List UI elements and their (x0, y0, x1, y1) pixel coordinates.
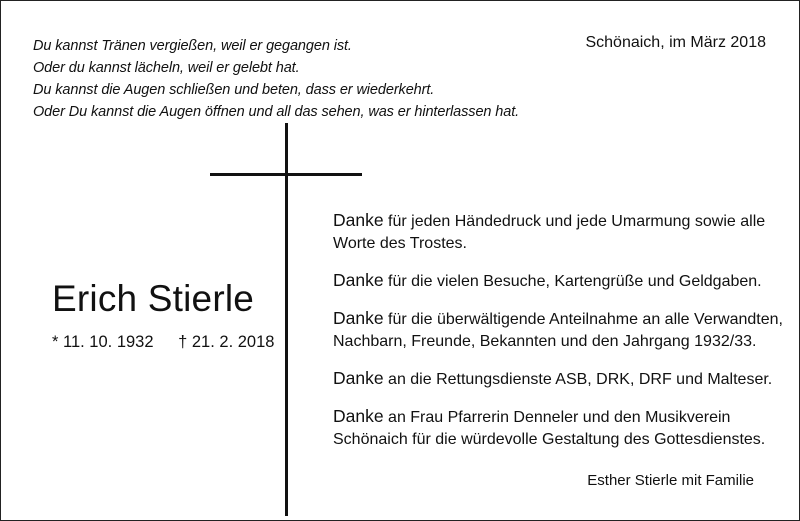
deceased-name: Erich Stierle (52, 278, 255, 319)
thanks-text: für die vielen Besuche, Kartengrüße und Geldgaben. (383, 273, 762, 290)
place-date: Schönaich, im März 2018 (585, 34, 766, 51)
thanks-keyword: Danke (333, 368, 384, 388)
thanks-paragraph (333, 209, 783, 255)
thanks-paragraph (333, 307, 783, 353)
birth-date: * 11. 10. 1932 (52, 333, 154, 351)
thanks-text: für die überwältigende Anteilnahme an alle Verwandten, Nachbarn, Freunde, Bekannten und den Jahrgang 1932/33. (333, 311, 783, 350)
thanks-keyword: Danke (333, 270, 384, 290)
cross-vertical-bar (285, 123, 288, 516)
poem-line: Oder du kannst lächeln, weil er gelebt hat. (33, 60, 300, 76)
signature: Esther Stierle mit Familie (587, 472, 754, 489)
thanks-list (333, 209, 783, 465)
poem-line: Oder Du kannst die Augen öffnen und all das sehen, was er hinterlassen hat. (33, 104, 520, 120)
poem (33, 35, 519, 123)
thanks-keyword: Danke (333, 210, 384, 230)
life-dates (52, 333, 274, 352)
thanks-paragraph (333, 269, 783, 293)
thanks-paragraph (333, 367, 783, 391)
poem-line: Du kannst Tränen vergießen, weil er gegangen ist. (33, 38, 352, 54)
thanks-text: für jeden Händedruck und jede Umarmung sowie alle Worte des Trostes. (333, 213, 766, 252)
thanks-text: an die Rettungsdienste ASB, DRK, DRF und Malteser. (383, 371, 773, 388)
thanks-keyword: Danke (333, 308, 384, 328)
death-date: † 21. 2. 2018 (178, 333, 275, 351)
thanks-paragraph (333, 405, 783, 451)
thanks-text: an Frau Pfarrerin Denneler und den Musikverein Schönaich für die würdevolle Gestaltung des Gottesdienstes. (333, 409, 766, 448)
cross-horizontal-bar (210, 173, 362, 176)
thanks-keyword: Danke (333, 406, 384, 426)
poem-line: Du kannst die Augen schließen und beten, dass er wiederkehrt. (33, 82, 435, 98)
